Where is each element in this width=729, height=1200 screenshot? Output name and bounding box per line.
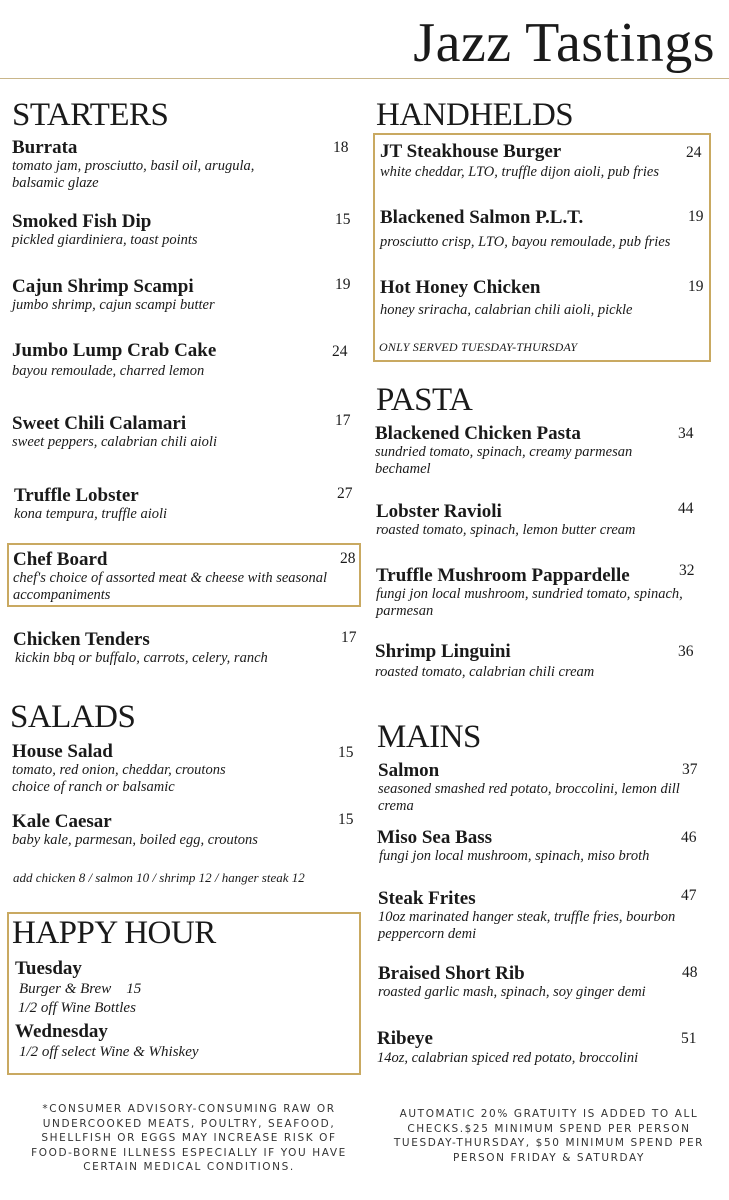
item-name: Salmon: [378, 760, 440, 781]
item-description: pickled giardiniera, toast points: [12, 232, 198, 248]
item-price: 18: [333, 139, 349, 156]
item-description: roasted tomato, calabrian chili cream: [375, 664, 595, 680]
menu-item-braised-short-rib: [378, 964, 718, 1001]
salad-addons-note: add chicken 8 / salmon 10 / shrimp 12 / hanger steak 12: [13, 870, 305, 885]
handhelds-heading: HANDHELDS: [376, 97, 574, 133]
salads-heading: SALADS: [10, 699, 136, 735]
menu-item-hot-honey-chicken: [380, 278, 700, 319]
item-price: 24: [686, 144, 702, 161]
item-description: prosciutto crisp, LTO, bayou remoulade, pub fries: [380, 234, 671, 250]
menu-item-steak-frites: [378, 889, 723, 943]
menu-item-ribeye: [377, 1029, 717, 1067]
mains-heading: MAINS: [377, 719, 481, 755]
menu-item-smoked-fish-dip: [12, 212, 352, 249]
item-description: fungi jon local mushroom, sundried tomato, spinach, parmesan: [376, 586, 683, 619]
item-name: Burrata: [12, 137, 78, 158]
restaurant-title: Jazz Tastings: [413, 12, 715, 74]
item-price: 44: [678, 500, 694, 517]
item-description: fungi jon local mushroom, spinach, miso broth: [379, 848, 650, 864]
happy-hour-heading: HAPPY HOUR: [12, 915, 216, 951]
item-description: baby kale, parmesan, boiled egg, croutons: [12, 832, 258, 848]
item-description: 14oz, calabrian spiced red potato, broccolini: [377, 1050, 639, 1066]
menu-item-truffle-lobster: [14, 486, 354, 523]
item-price: 48: [682, 964, 698, 981]
happy-hour-day-tuesday: [15, 958, 141, 1018]
item-description: kona tempura, truffle aioli: [14, 506, 168, 522]
item-description: sweet peppers, calabrian chili aioli: [12, 434, 217, 450]
special-line: Burger & Brew 15: [19, 981, 142, 997]
item-price: 19: [688, 208, 704, 225]
menu-item-burrata: [12, 138, 352, 192]
item-price: 19: [688, 278, 704, 295]
menu-item-salmon: [378, 761, 718, 815]
menu-item-chef-board: [13, 550, 358, 604]
item-name: Truffle Mushroom Pappardelle: [376, 565, 630, 586]
item-name: Chef Board: [13, 549, 108, 570]
item-price: 17: [341, 629, 357, 646]
item-price: 28: [340, 550, 356, 567]
item-price: 46: [681, 829, 697, 846]
pasta-heading: PASTA: [376, 382, 473, 418]
menu-item-blackened-salmon-plt: [380, 208, 700, 251]
item-name: Lobster Ravioli: [376, 501, 502, 522]
item-name: Miso Sea Bass: [377, 827, 493, 848]
item-description: kickin bbq or buffalo, carrots, celery, ranch: [15, 650, 268, 666]
item-price: 27: [337, 485, 353, 502]
menu-item-kale-caesar: [12, 812, 352, 849]
item-name: Blackened Salmon P.L.T.: [380, 207, 584, 228]
item-name: Steak Frites: [378, 888, 476, 909]
starters-heading: STARTERS: [12, 97, 169, 133]
item-price: 19: [335, 276, 351, 293]
item-description: chef's choice of assorted meat & cheese with seasonal accompaniments: [13, 570, 327, 603]
item-name: Ribeye: [377, 1028, 433, 1049]
item-description: bayou remoulade, charred lemon: [12, 363, 205, 379]
item-description: 10oz marinated hanger steak, truffle fries, bourbon peppercorn demi: [378, 909, 676, 942]
item-name: Smoked Fish Dip: [12, 211, 152, 232]
menu-item-chicken-tenders: [13, 630, 353, 667]
item-price: 15: [338, 811, 354, 828]
item-name: Jumbo Lump Crab Cake: [12, 340, 217, 361]
menu-item-miso-sea-bass: [377, 828, 717, 865]
day-label: Tuesday: [15, 958, 82, 979]
handhelds-availability-note: ONLY SERVED TUESDAY-THURSDAY: [379, 340, 578, 354]
item-name: Chicken Tenders: [13, 629, 150, 650]
menu-item-cajun-shrimp-scampi: [12, 277, 352, 314]
menu-item-jumbo-lump-crab-cake: [12, 341, 352, 380]
menu-item-shrimp-linguini: [375, 642, 675, 681]
consumer-advisory: *CONSUMER ADVISORY-CONSUMING RAW OR UNDERCOOKED MEATS, POULTRY, SEAFOOD, SHELLFISH OR EGGS MAY INCREASE RISK OF FOOD-BORNE ILLNESS ESPECIALLY IF YOU HAVE CERTAIN MEDICAL CONDITIONS.: [31, 1103, 347, 1173]
special-line: 1/2 off Wine Bottles: [18, 1000, 136, 1016]
menu-item-blackened-chicken-pasta: [375, 424, 675, 478]
item-price: 24: [332, 343, 348, 360]
item-price: 17: [335, 412, 351, 429]
menu-item-house-salad: [12, 742, 352, 796]
item-price: 34: [678, 425, 694, 442]
item-name: Braised Short Rib: [378, 963, 525, 984]
item-price: 51: [681, 1030, 697, 1047]
item-price: 47: [681, 887, 697, 904]
menu-item-truffle-mushroom-pappardelle: [376, 566, 721, 620]
item-description-secondary: choice of ranch or balsamic: [12, 779, 175, 795]
menu-item-lobster-ravioli: [376, 502, 676, 539]
item-name: House Salad: [12, 741, 113, 762]
item-name: Sweet Chili Calamari: [12, 413, 187, 434]
special-line: 1/2 off select Wine & Whiskey: [19, 1044, 199, 1060]
item-description: tomato, red onion, cheddar, croutons: [12, 762, 226, 778]
item-name: Cajun Shrimp Scampi: [12, 276, 194, 297]
item-name: Hot Honey Chicken: [380, 277, 541, 298]
item-description: sundried tomato, spinach, creamy parmesan bechamel: [375, 444, 633, 477]
item-price: 37: [682, 761, 698, 778]
item-price: 15: [335, 211, 351, 228]
item-price: 36: [678, 643, 694, 660]
day-label: Wednesday: [15, 1021, 108, 1042]
item-price: 32: [679, 562, 695, 579]
item-price: 15: [338, 744, 354, 761]
item-name: Truffle Lobster: [14, 485, 139, 506]
item-description: seasoned smashed red potato, broccolini, lemon dill crema: [378, 781, 680, 814]
item-description: jumbo shrimp, cajun scampi butter: [12, 297, 215, 313]
item-name: Shrimp Linguini: [375, 641, 511, 662]
item-description: honey sriracha, calabrian chili aioli, pickle: [380, 302, 633, 318]
menu-item-jt-steakhouse-burger: [380, 142, 700, 181]
menu-item-sweet-chili-calamari: [12, 414, 352, 451]
gratuity-notice: AUTOMATIC 20% GRATUITY IS ADDED TO ALL CHECKS.$25 MINIMUM SPEND PER PERSON TUESDAY-THURSDAY, $50 MINIMUM SPEND PER PERSON FRIDAY & SATURDAY: [393, 1108, 705, 1164]
item-description: roasted tomato, spinach, lemon butter cream: [376, 522, 636, 538]
item-description: roasted garlic mash, spinach, soy ginger demi: [378, 984, 646, 1000]
item-name: Blackened Chicken Pasta: [375, 423, 581, 444]
item-name: Kale Caesar: [12, 811, 112, 832]
item-description: white cheddar, LTO, truffle dijon aioli, pub fries: [380, 164, 659, 180]
item-description: tomato jam, prosciutto, basil oil, arugula, balsamic glaze: [12, 158, 255, 191]
happy-hour-day-wednesday: [15, 1021, 199, 1062]
header-divider: [0, 78, 729, 79]
item-name: JT Steakhouse Burger: [380, 141, 562, 162]
